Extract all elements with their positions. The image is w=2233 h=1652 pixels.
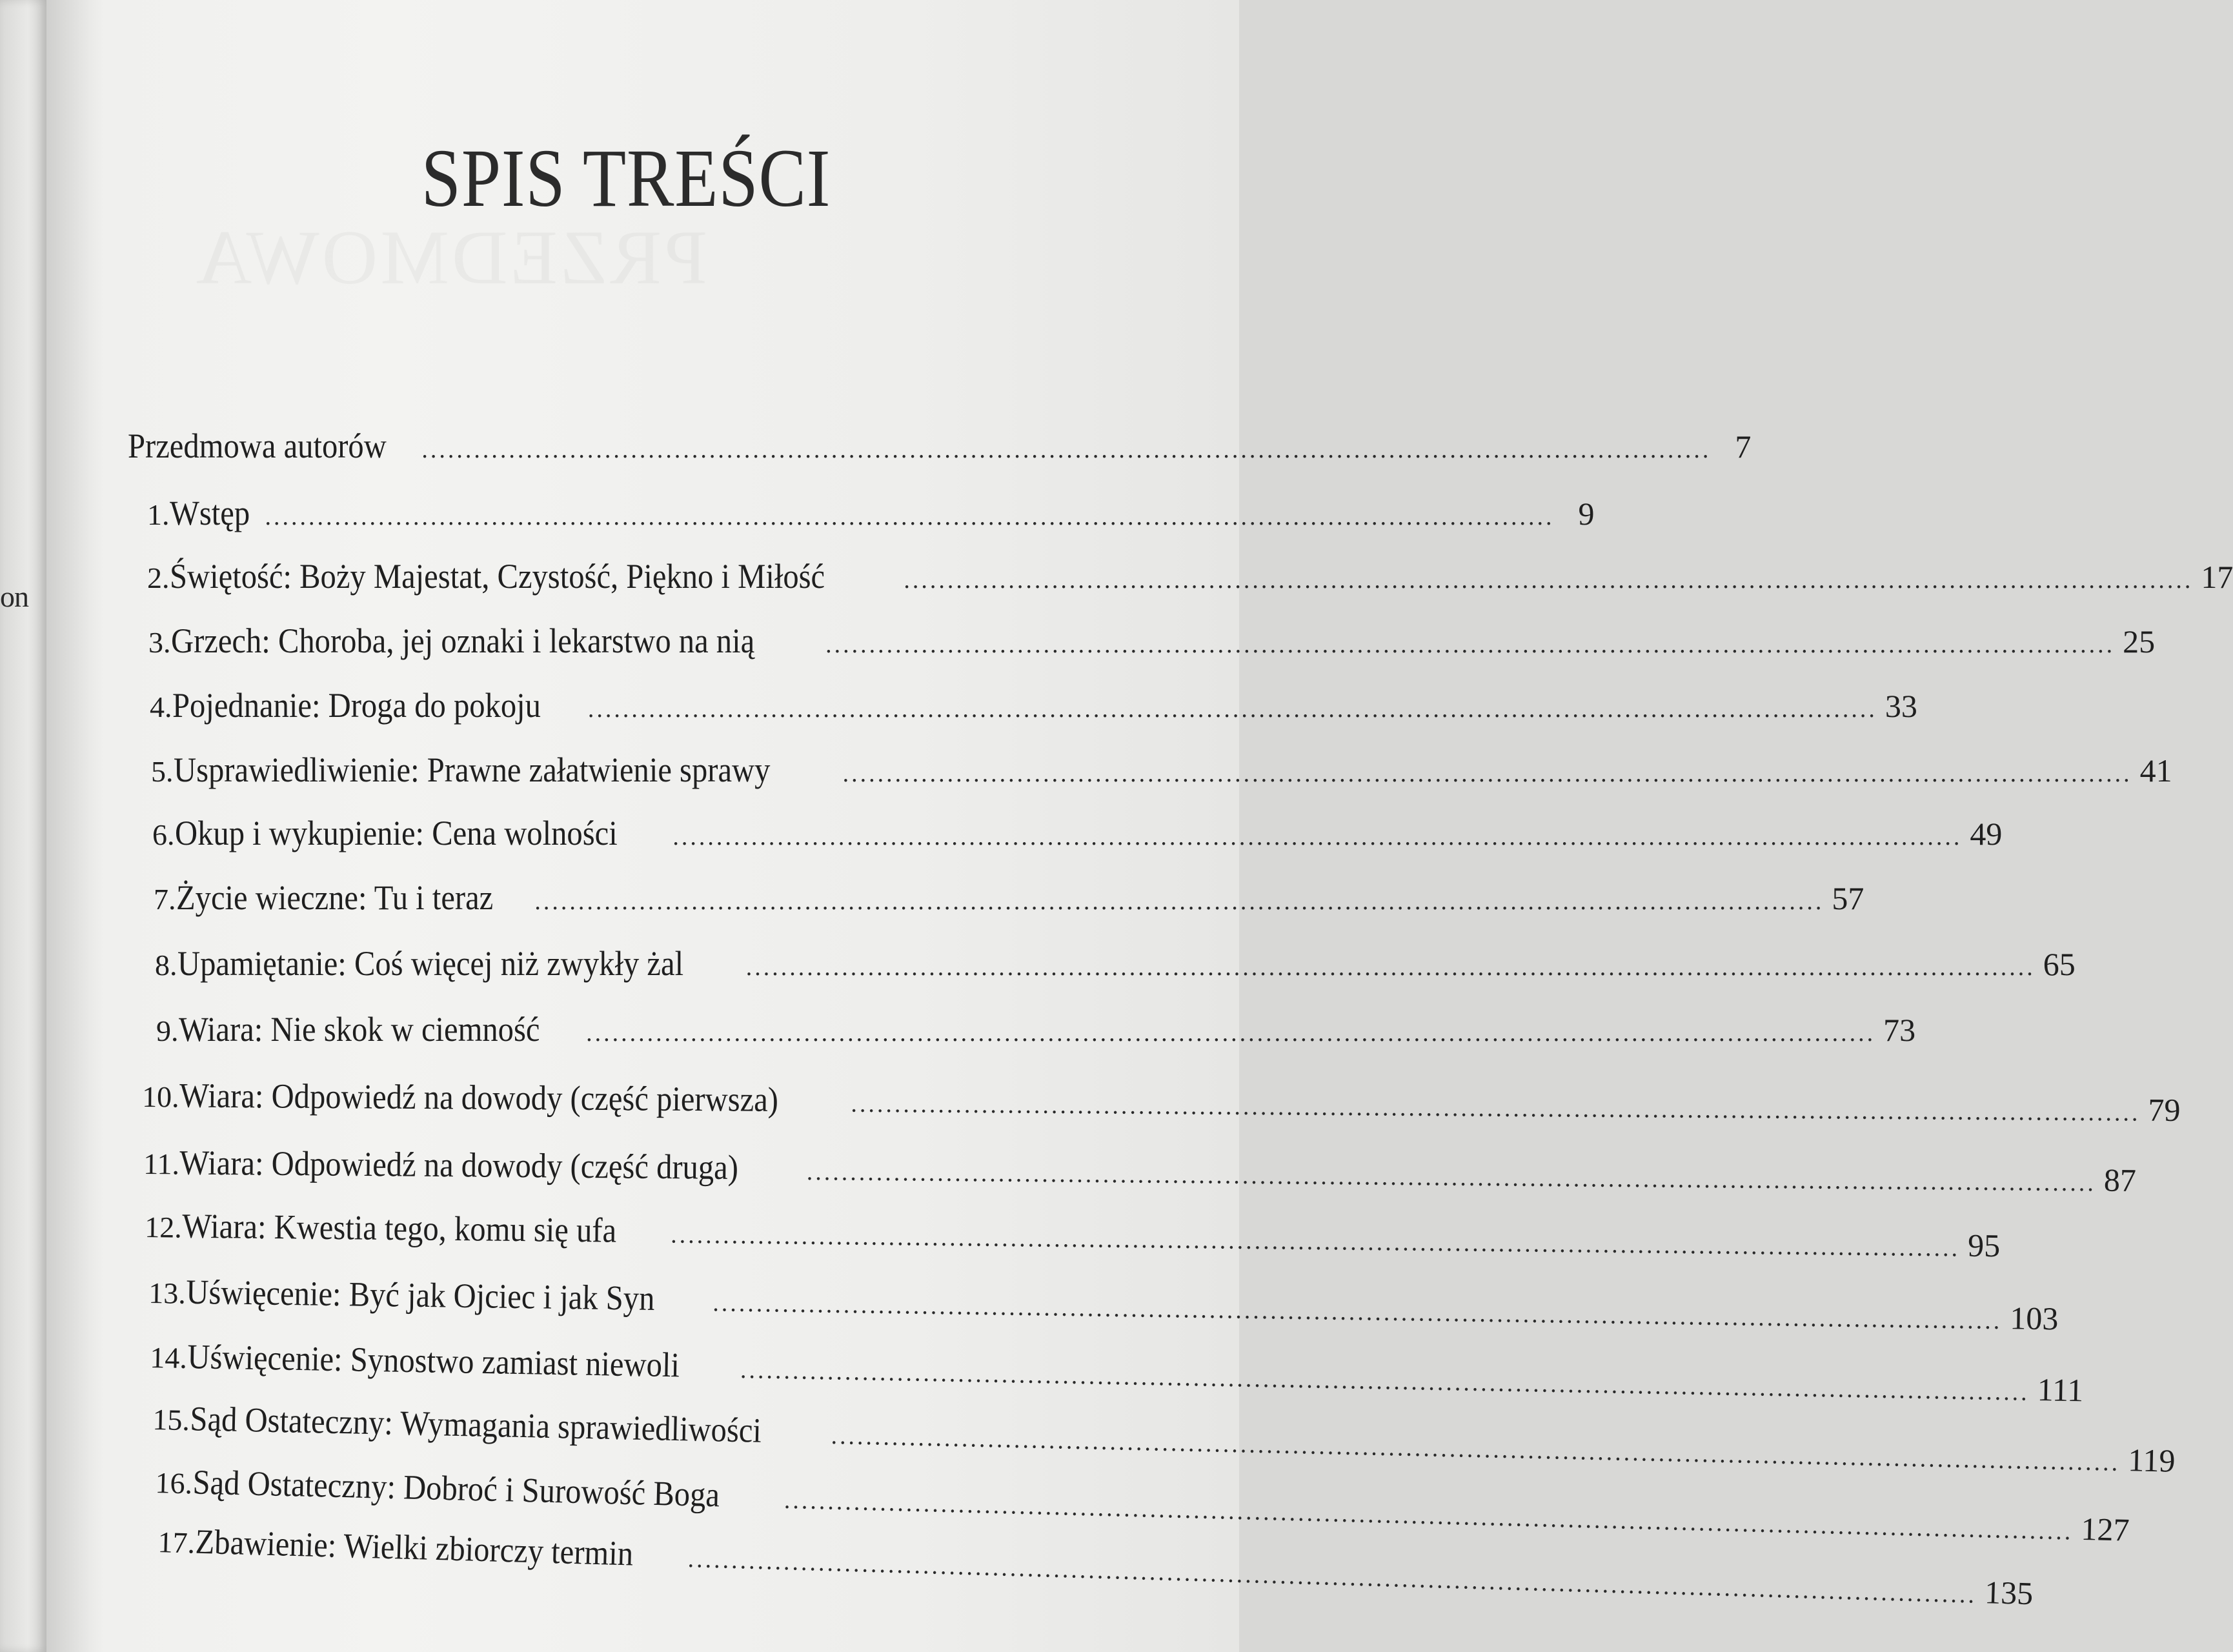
toc-leader-dots: .................................................................................................................................................... (671, 1221, 1961, 1262)
toc-entry-number: 12. (144, 1211, 183, 1244)
toc-entry-number: 1. (147, 498, 170, 531)
toc-entry-label: Wstęp (169, 494, 250, 532)
toc-leader-dots: .................................................................................................................................................... (586, 1020, 1876, 1047)
toc-entry-10 (141, 1076, 2181, 1129)
toc-leader-dots: .................................................................................................................................................... (534, 888, 1824, 915)
toc-entry-8 (155, 944, 2076, 983)
toc-entry-1 (147, 494, 1595, 532)
toc-leader-dots: .................................................................................................................................................... (851, 1090, 2141, 1127)
toc-leader-dots: .................................................................................................................................................... (421, 436, 1712, 463)
toc-entry-page: 7 (1735, 428, 1752, 465)
toc-leader-dots: .................................................................................................................................................... (745, 954, 2036, 981)
toc-entry-3 (148, 621, 2156, 660)
toc-entry-number: 13. (148, 1276, 187, 1310)
toc-leader-dots: .................................................................................................................................................... (587, 696, 1877, 723)
toc-leader-dots: .................................................................................................................................................... (783, 1486, 2074, 1546)
toc-entry-number: 6. (152, 818, 175, 851)
toc-entry-number: 17. (157, 1526, 196, 1560)
toc-entry-page: 33 (1884, 688, 1917, 724)
toc-entry-number: 15. (152, 1403, 190, 1437)
toc-entry-page: 73 (1883, 1012, 1916, 1048)
toc-entry-label: Świętość: Boży Majestat, Czystość, Piękno i Miłość (169, 557, 825, 596)
toc-leader-dots: .................................................................................................................................................... (712, 1289, 2003, 1335)
toc-entry-number: 10. (141, 1080, 179, 1114)
toc-entry-label: Zbawienie: Wielki zbiorczy termin (194, 1522, 634, 1573)
page-title: SPIS TREŚCI (421, 132, 831, 224)
toc-entry-label: Grzech: Choroba, jej oznaki i lekarstwo na nią (170, 621, 754, 660)
toc-entry-number: 16. (154, 1466, 193, 1500)
toc-leader-dots: .................................................................................................................................................... (687, 1545, 1977, 1609)
toc-entry-number: 5. (151, 755, 174, 788)
toc-entry-page: 9 (1578, 496, 1595, 532)
toc-entry-label: Usprawiedliwienie: Prawne załatwienie sprawy (173, 750, 770, 789)
toc-leader-dots: .................................................................................................................................................... (831, 1422, 2121, 1476)
toc-entry-number: 3. (148, 626, 171, 659)
toc-entry-page: 65 (2043, 946, 2076, 982)
toc-entry-page: 17 (2201, 559, 2233, 595)
toc-entry-number: 9. (156, 1014, 179, 1047)
toc-entry-number: 2. (147, 561, 170, 594)
toc-entry-label: Wiara: Odpowiedź na dowody (część pierwsza) (179, 1076, 778, 1119)
toc-entry-page: 103 (2009, 1300, 2059, 1337)
toc-entry-number: 8. (155, 949, 177, 982)
toc-entry-6 (152, 814, 2003, 852)
toc-entry-page: 79 (2148, 1091, 2181, 1129)
toc-entry-label: Uświęcenie: Być jak Ojciec i jak Syn (185, 1272, 655, 1318)
toc-entry-page: 25 (2123, 623, 2156, 660)
toc-entry-number: 7. (154, 883, 176, 916)
toc-leader-dots: .................................................................................................................................................... (825, 631, 2116, 658)
toc-entry-page: 41 (2139, 752, 2172, 789)
toc-entry-label: Przedmowa autorów (128, 427, 387, 465)
toc-entry-14 (149, 1337, 2084, 1409)
toc-leader-dots: .................................................................................................................................................... (904, 567, 2194, 594)
toc-entry-label: Uświęcenie: Synostwo zamiast niewoli (187, 1337, 680, 1385)
toc-entry-number: 4. (150, 690, 172, 723)
toc-entry-number: 11. (143, 1147, 180, 1181)
toc-entry-12 (144, 1206, 2001, 1264)
toc-entry-4 (150, 686, 1917, 725)
toc-entry-label: Wiara: Kwestia tego, komu się ufa (181, 1206, 616, 1250)
toc-entry-page: 135 (1984, 1574, 2034, 1612)
toc-leader-dots: .................................................................................................................................................... (842, 760, 2132, 787)
toc-entry-label: Życie wieczne: Tu i teraz (176, 878, 493, 917)
toc-entry-label: Wiara: Odpowiedź na dowody (część druga) (179, 1143, 739, 1187)
toc-entry-page: 87 (2103, 1162, 2137, 1198)
toc-entry-page: 49 (1970, 816, 2003, 852)
toc-entry-label: Sąd Ostateczny: Dobroć i Surowość Boga (192, 1462, 720, 1515)
toc-entry-11 (143, 1143, 2137, 1198)
toc-entry-7 (154, 878, 1864, 917)
toc-entry-label: Wiara: Nie skok w ciemność (178, 1010, 540, 1049)
toc-entry-number: 14. (149, 1341, 188, 1375)
toc-entry-label: Sąd Ostateczny: Wymagania sprawiedliwości (189, 1399, 762, 1450)
toc-leader-dots: .................................................................................................................................................... (265, 503, 1555, 530)
left-page-fragment: on (0, 580, 28, 613)
toc-entry-page: 111 (2037, 1371, 2084, 1409)
toc-entry-page: 127 (2080, 1510, 2130, 1548)
toc-entry-page: 119 (2127, 1442, 2176, 1479)
toc-entry-label: Upamiętanie: Coś więcej niż zwykły żal (177, 944, 683, 983)
toc-entry-5 (151, 750, 2172, 789)
toc-entry-label: Pojednanie: Droga do pokoju (172, 686, 541, 725)
toc-entry-preface (128, 427, 1752, 465)
toc-entry-17 (157, 1522, 2034, 1612)
toc-entry-15 (152, 1399, 2176, 1479)
toc-leader-dots: .................................................................................................................................................... (740, 1356, 2030, 1406)
toc-entry-2 (147, 557, 2233, 596)
toc-entry-page: 95 (1967, 1227, 2001, 1264)
toc-entry-13 (148, 1272, 2059, 1337)
toc-entry-page: 57 (1832, 880, 1864, 916)
toc-entry-9 (156, 1010, 1916, 1049)
toc-entry-label: Okup i wykupienie: Cena wolności (174, 814, 618, 852)
toc-leader-dots: .................................................................................................................................................... (806, 1158, 2096, 1197)
toc-leader-dots: .................................................................................................................................................... (672, 823, 1963, 851)
